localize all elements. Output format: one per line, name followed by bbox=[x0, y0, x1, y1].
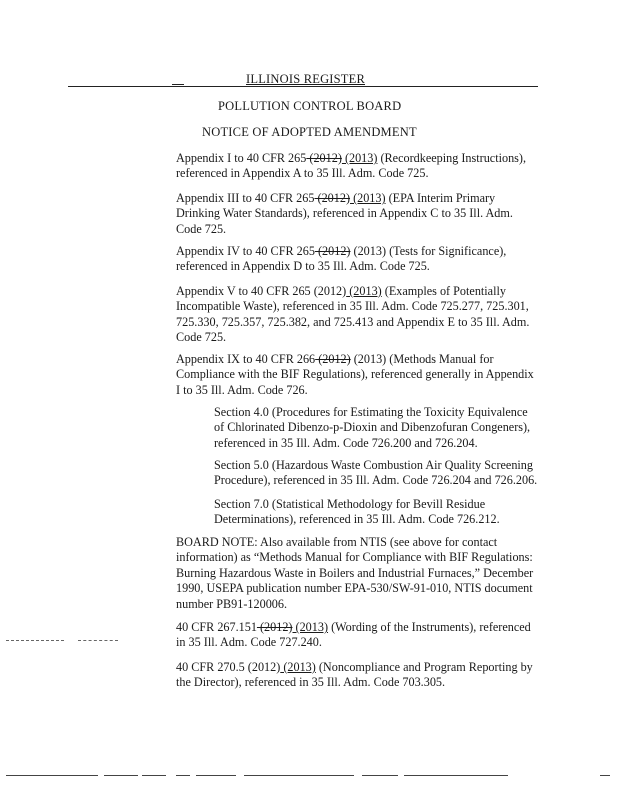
footer-rule-6 bbox=[244, 775, 354, 777]
entry-text: (Recordkeeping Instructions), referenced in Appendix A to 35 Ill. Adm. Code 725. bbox=[176, 151, 527, 181]
entry-text: (Noncompliance and Program Reporting by the Director), referenced in 35 Ill. Adm. Code 703.305. bbox=[176, 660, 533, 690]
register-title: ILLINOIS REGISTER bbox=[246, 72, 366, 86]
entry-267-151 bbox=[176, 620, 536, 651]
notice-title: NOTICE OF ADOPTED AMENDMENT bbox=[202, 125, 417, 139]
header-rule-mark bbox=[172, 84, 184, 85]
added-text: (2013) bbox=[341, 151, 378, 165]
entry-text: (Wording of the Instruments), referenced in 35 Ill. Adm. Code 727.240. bbox=[176, 620, 531, 650]
board-note: BOARD NOTE: Also available from NTIS (see above for contact information) as “Methods Manual for Compliance with BIF Regulations: Burning Hazardous Waste in Boilers and Industrial Furnaces,” December 1990, USEPA publication number EPA-530/SW-91-010, NTIS document number PB91-120006. bbox=[176, 535, 534, 611]
entry-270-5 bbox=[176, 660, 536, 691]
footer-rule-3 bbox=[142, 775, 166, 777]
entry-text: Appendix IV to 40 CFR 265 bbox=[176, 244, 315, 258]
entry-text: (Tests for Significance), referenced in Appendix D to 35 Ill. Adm. Code 725. bbox=[176, 244, 507, 274]
entry-text: (Examples of Potentially Incompatible Waste), referenced in 35 Ill. Adm. Code 725.277, 725.301, 725.330, 725.357, 725.382, and 725.413 and Appendix E to 35 Ill. Adm. Code 725. bbox=[176, 284, 530, 345]
struck-text: (2012) bbox=[315, 352, 351, 366]
scan-dash-left-2 bbox=[78, 640, 118, 642]
added-text: (2013) bbox=[292, 620, 329, 634]
struck-text: (2012) bbox=[256, 620, 293, 634]
section-7: Section 7.0 (Statistical Methodology for Bevill Residue Determinations), referenced in 35 Ill. Adm. Code 726.212. bbox=[214, 497, 500, 527]
entry-text: 40 CFR 267.151 bbox=[176, 620, 257, 634]
footer-rule-1 bbox=[6, 775, 98, 777]
footer-rule-9 bbox=[600, 775, 610, 777]
struck-text: (2012) bbox=[314, 191, 351, 205]
scan-dash-left bbox=[6, 640, 64, 642]
added-text: (2013) bbox=[280, 660, 316, 674]
added-text: (2013) bbox=[350, 244, 387, 258]
footer-rule-5 bbox=[196, 775, 236, 777]
added-text: (2013) bbox=[346, 284, 382, 298]
added-text: (2013) bbox=[350, 352, 387, 366]
footer-rule-4 bbox=[176, 775, 190, 777]
entry-text: Appendix III to 40 CFR 265 bbox=[176, 191, 315, 205]
section-5: Section 5.0 (Hazardous Waste Combustion Air Quality Screening Procedure), referenced in 35 Ill. Adm. Code 726.204 and 726.206. bbox=[214, 458, 538, 488]
footer-rule-7 bbox=[362, 775, 398, 777]
entry-appendix-i bbox=[176, 151, 536, 182]
entry-text: Appendix IX to 40 CFR 266 bbox=[176, 352, 316, 366]
footer-rule-2 bbox=[104, 775, 138, 777]
entry-text: (Methods Manual for Compliance with the BIF Regulations), referenced generally in Appendix I to 35 Ill. Adm. Code 726. bbox=[176, 352, 534, 397]
entry-appendix-v bbox=[176, 284, 536, 346]
entry-text: Appendix V to 40 CFR 265 (2012) bbox=[176, 284, 347, 298]
struck-text: (2012) bbox=[306, 151, 342, 165]
struck-text: (2012) bbox=[314, 244, 351, 258]
board-title: POLLUTION CONTROL BOARD bbox=[218, 99, 402, 113]
entry-text: Appendix I to 40 CFR 265 bbox=[176, 151, 307, 165]
footer-rule-8 bbox=[404, 775, 508, 777]
section-4: Section 4.0 (Procedures for Estimating the Toxicity Equivalence of Chlorinated Dibenzo-p-Dioxin and Dibenzofuran Congeners), referenced in 35 Ill. Adm. Code 726.200 and 726.204. bbox=[214, 405, 531, 450]
entry-text: 40 CFR 270.5 (2012) bbox=[176, 660, 281, 674]
entry-appendix-ix bbox=[176, 352, 536, 398]
entry-text: (EPA Interim Primary Drinking Water Standards), referenced in Appendix C to 35 Ill. Adm. Code 725. bbox=[176, 191, 513, 236]
added-text: (2013) bbox=[350, 191, 386, 205]
entry-appendix-iv bbox=[176, 244, 536, 275]
entry-appendix-iii bbox=[176, 191, 536, 237]
